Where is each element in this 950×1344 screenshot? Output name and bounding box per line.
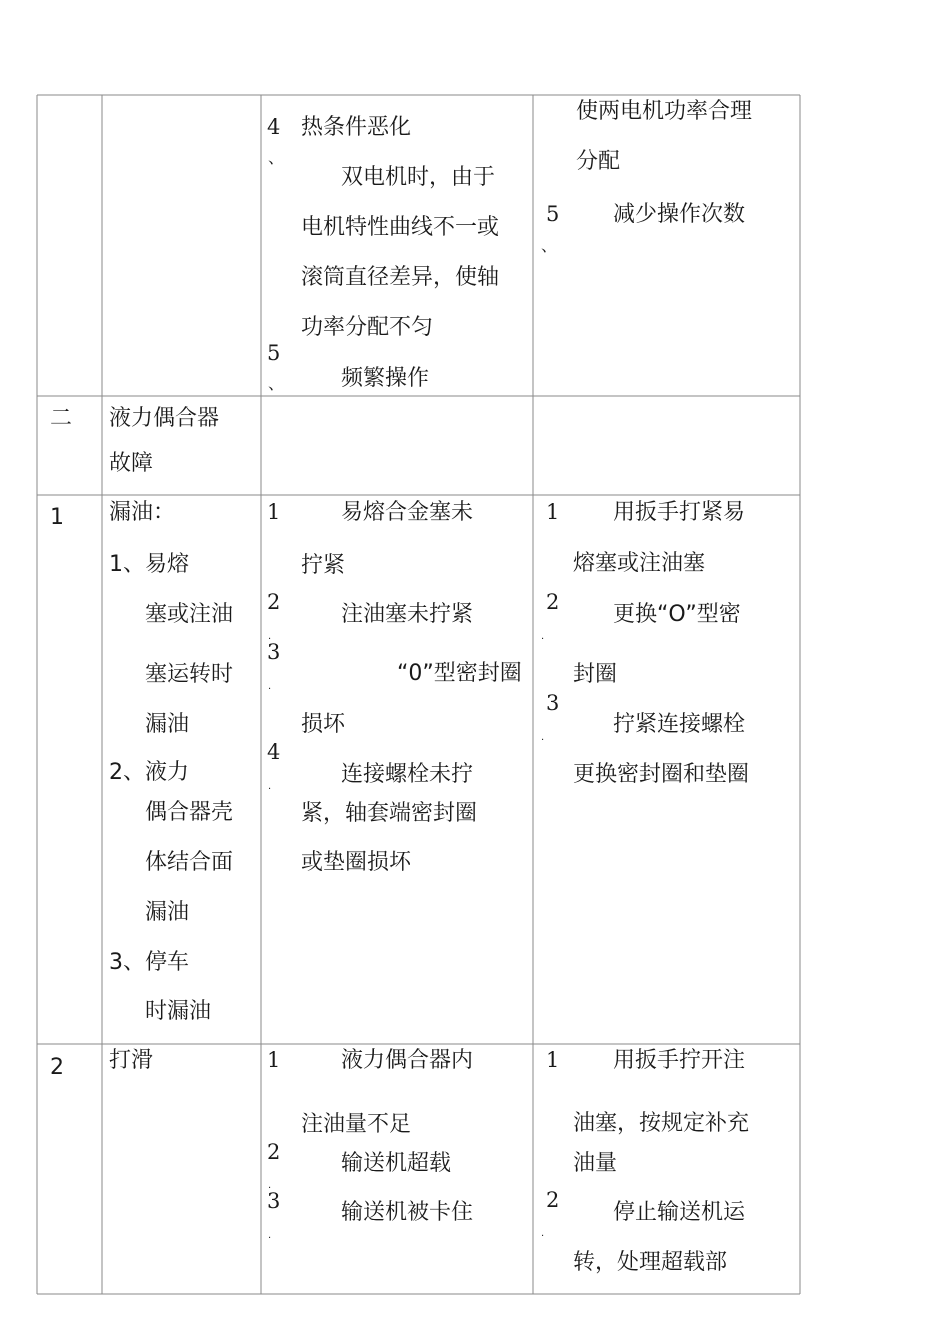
cause-text: 输送机被卡住 (341, 1200, 474, 1225)
remedy-text: 停止输送机运 (613, 1200, 746, 1225)
cause-text: 拧紧 (301, 553, 346, 578)
cause-text: 或垫圈损坏 (301, 850, 412, 875)
fault-text: 2、液力 (109, 760, 189, 785)
cause-text: 双电机时，由于 (341, 165, 496, 190)
list-number: 1 (546, 1048, 560, 1072)
list-number: 3 (546, 691, 560, 715)
fault-text: 打滑 (109, 1048, 154, 1073)
list-separator: . (268, 1230, 272, 1241)
list-number: 4 (267, 115, 281, 139)
fault-text: 塞或注油 (145, 602, 234, 627)
cause-text: 热条件恶化 (301, 115, 412, 140)
list-number: 5 (546, 202, 560, 226)
section-index: 二 (50, 406, 73, 431)
list-number: 2 (546, 1188, 560, 1212)
cause-text: 连接螺栓未拧 (341, 762, 474, 787)
remedy-text: 更换密封圈和垫圈 (573, 762, 750, 787)
list-number: 4 (267, 740, 281, 764)
section-title: 故障 (109, 451, 154, 476)
cause-text: 频繁操作 (341, 366, 430, 391)
remedy-text: 减少操作次数 (613, 202, 746, 227)
list-number: 3 (267, 1189, 281, 1213)
fault-text: 漏油 (145, 712, 190, 737)
remedy-text: 更换“O”型密 (613, 602, 741, 627)
fault-text: 体结合面 (145, 850, 234, 875)
list-separator: 、 (268, 374, 285, 393)
list-separator: 、 (541, 236, 558, 255)
cause-text: 滚筒直径差异，使轴 (301, 265, 500, 290)
cause-text: 功率分配不匀 (301, 315, 434, 340)
fault-text: 漏油 (145, 900, 190, 925)
list-number: 2 (267, 590, 281, 614)
cause-text: “0”型密封圈 (397, 661, 522, 686)
fault-text: 时漏油 (145, 999, 212, 1024)
cause-text: 易熔合金塞未 (341, 500, 474, 525)
list-number: 5 (267, 341, 281, 365)
list-separator: . (268, 681, 272, 692)
remedy-text: 用扳手打紧易 (613, 500, 746, 525)
cause-text: 损坏 (301, 712, 346, 737)
remedy-text: 封圈 (573, 662, 618, 687)
row-index: 1 (50, 505, 64, 530)
remedy-text: 熔塞或注油塞 (573, 551, 706, 576)
fault-text: 漏油： (109, 500, 176, 525)
fault-text: 3、停车 (109, 950, 189, 975)
list-separator: . (268, 781, 272, 792)
list-number: 3 (267, 640, 281, 664)
list-separator: . (541, 732, 545, 743)
list-separator: . (541, 631, 545, 642)
remedy-text: 用扳手拧开注 (613, 1048, 746, 1073)
list-number: 1 (267, 500, 281, 524)
cause-text: 注油塞未拧紧 (341, 602, 474, 627)
remedy-text: 转，处理超载部 (573, 1250, 728, 1275)
list-separator: . (268, 1180, 272, 1191)
remedy-text: 使两电机功率合理 (576, 99, 753, 124)
cause-text: 液力偶合器内 (341, 1048, 474, 1073)
cause-text: 紧，轴套端密封圈 (301, 801, 478, 826)
remedy-text: 拧紧连接螺栓 (613, 712, 746, 737)
list-separator: . (541, 1228, 545, 1239)
list-number: 2 (267, 1140, 281, 1164)
cause-text: 输送机超载 (341, 1151, 452, 1176)
cause-text: 电机特性曲线不一或 (301, 215, 500, 240)
remedy-text: 分配 (576, 149, 621, 174)
remedy-text: 油量 (573, 1151, 618, 1176)
fault-text: 偶合器壳 (145, 800, 234, 825)
list-number: 1 (546, 500, 560, 524)
list-separator: . (268, 631, 272, 642)
section-title: 液力偶合器 (109, 406, 220, 431)
list-separator: 、 (268, 148, 285, 167)
fault-text: 1、易熔 (109, 552, 189, 577)
list-number: 2 (546, 590, 560, 614)
cause-text: 注油量不足 (301, 1112, 412, 1137)
row-index: 2 (50, 1055, 64, 1080)
remedy-text: 油塞，按规定补充 (573, 1111, 750, 1136)
fault-text: 塞运转时 (145, 662, 234, 687)
list-number: 1 (267, 1048, 281, 1072)
